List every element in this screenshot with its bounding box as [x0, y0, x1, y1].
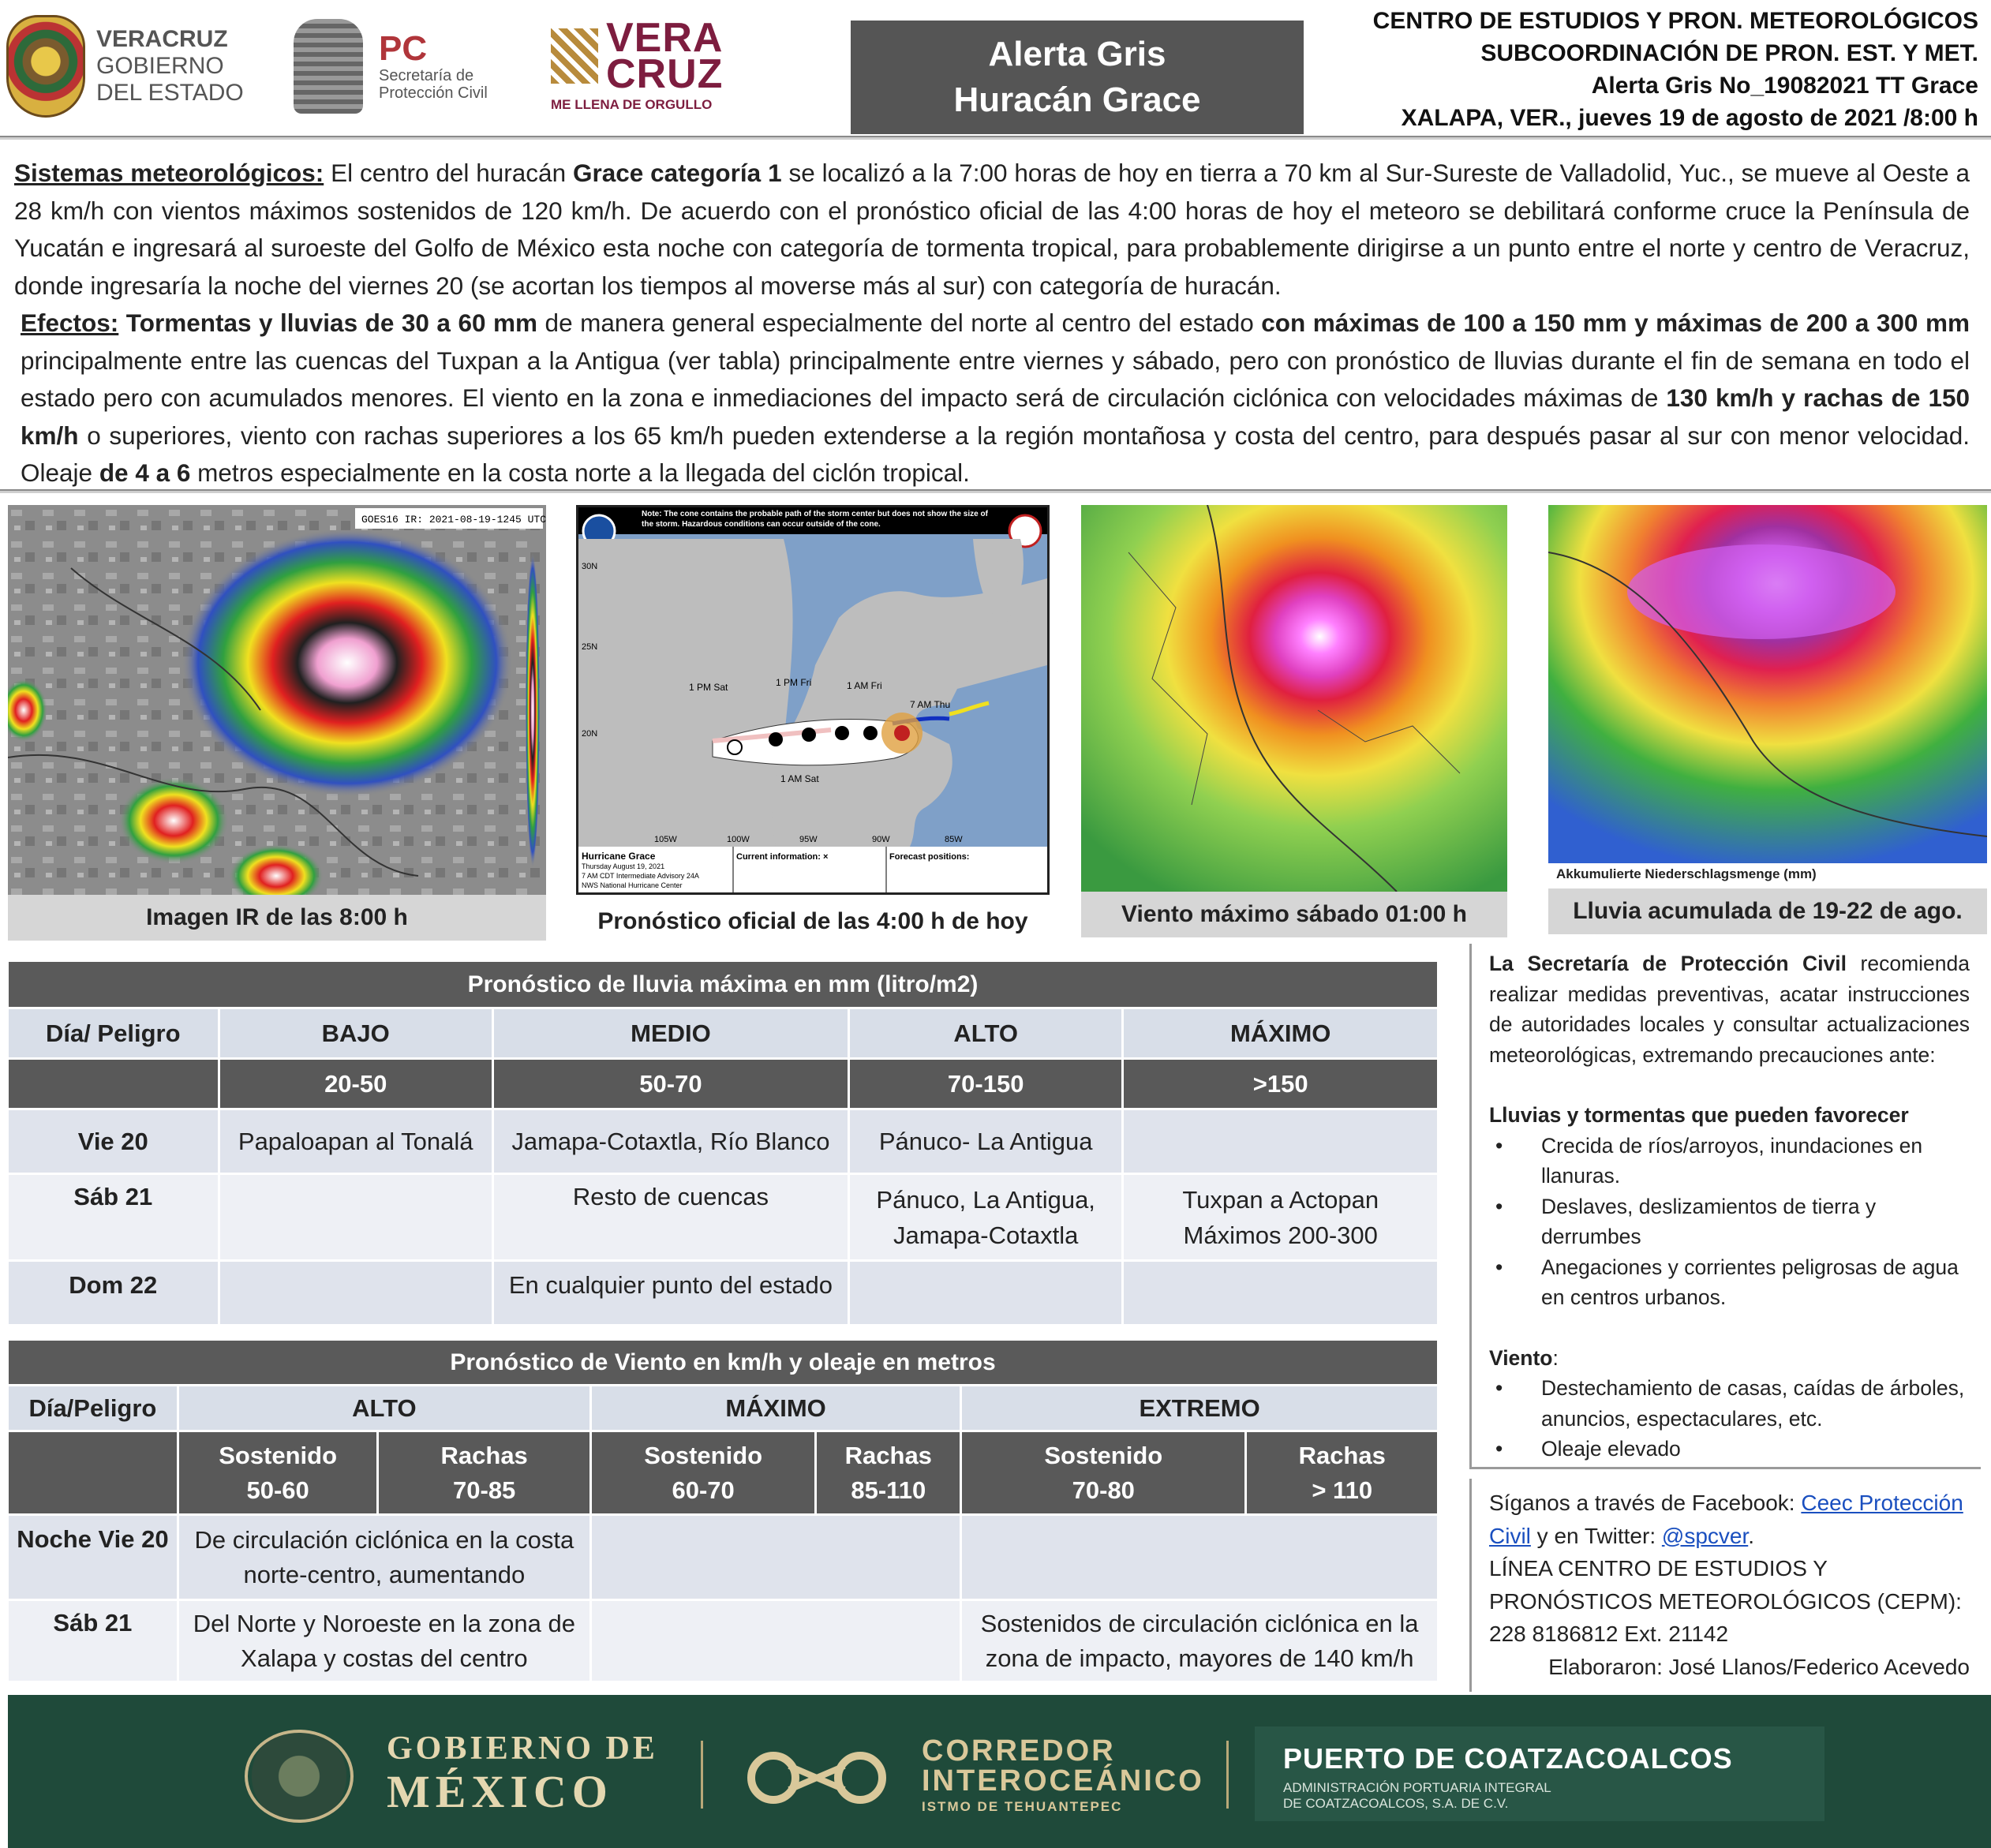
wind-model-graphic — [1081, 505, 1507, 892]
wind-effects-heading-text: Viento — [1489, 1345, 1553, 1370]
rain-caption: Lluvia acumulada de 19-22 de ago. — [1548, 888, 1987, 934]
list-item: • Anegaciones y corrientes peligrosas de agua en centros urbanos. — [1489, 1252, 1970, 1313]
nhc-label-1pm-fri: 1 PM Fri — [776, 677, 812, 688]
table-row — [8, 1515, 1439, 1600]
wind-subheader-name: Sostenido — [644, 1441, 763, 1469]
effects-bold-3: 130 km/h y rachas de 150 km/h — [21, 383, 1970, 450]
synopsis — [14, 155, 1970, 492]
nhc-forecast-positions: Forecast positions: — [889, 852, 970, 862]
recommendations-intro — [1489, 948, 1970, 1070]
wind-header-day: Día/Peligro — [8, 1386, 178, 1431]
wind-subheader-empty — [8, 1431, 178, 1515]
wind-cell-extremo: Sostenidos de circulación ciclónica en la zona de impacto, mayores de 140 km/h — [961, 1600, 1439, 1682]
social-links — [1489, 1487, 1970, 1552]
wind-subheader-cell — [1246, 1431, 1439, 1515]
systems-paragraph — [14, 155, 1970, 305]
table-row — [8, 1600, 1439, 1682]
header — [0, 0, 1991, 136]
wind-cell-alto: De circulación ciclónica en la costa norte-centro, aumentando — [178, 1515, 590, 1600]
systems-bold: Grace categoría 1 — [572, 159, 782, 187]
nhc-label-1am-sat: 1 AM Sat — [780, 773, 819, 784]
wind-subheader-range: 85-110 — [851, 1476, 926, 1504]
rain-cell — [219, 1174, 492, 1261]
nhc-current-info: Current information: × — [736, 852, 829, 862]
rain-header-medio: MEDIO — [492, 1008, 848, 1059]
effects-text-d: metros especialmente en la costa norte a la llegada del ciclón tropical. — [190, 458, 970, 487]
pc-logo-line1: Secretaría de — [379, 67, 474, 84]
wind-subheader-name: Rachas — [1298, 1441, 1386, 1469]
wind-cell-maximo — [590, 1600, 960, 1682]
rain-cell — [848, 1261, 1122, 1326]
wind-caption: Viento máximo sábado 01:00 h — [1081, 892, 1507, 937]
rain-cell: Resto de cuencas — [492, 1174, 848, 1261]
ir-caption: Imagen IR de las 8:00 h — [8, 895, 546, 941]
effects-text-b: principalmente entre las cuencas del Tuxpan a la Antigua (ver tabla) principalmente entre viernes y sábado, pero con pronóstico de lluvias durante el fin de semana en todo el estado pero con acumulados menores. El viento en la zona e inmediaciones del impacto será de circulación ciclónica con velocidades máximas de — [21, 346, 1970, 412]
list-item: • Crecida de ríos/arroyos, inundaciones en llanuras. — [1489, 1131, 1970, 1191]
effects-bold-1: Tormentas y lluvias de 30 a 60 mm — [118, 309, 538, 337]
corredor-line2: INTEROCEÁNICO — [922, 1764, 1204, 1797]
nhc-cone-note: Note: The cone contains the probable path of the storm center but does not show the size of the storm. Hazardous conditions can occur outside of the cone. — [642, 510, 988, 529]
list-item: • Oleaje elevado — [1489, 1434, 1970, 1465]
alert-title: Alerta Gris — [988, 35, 1166, 73]
nhc-label-1am-fri: 1 AM Fri — [847, 680, 882, 691]
rain-range-medio: 50-70 — [492, 1059, 848, 1109]
puerto-line3: DE COATZACOALCOS, S.A. DE C.V. — [1283, 1796, 1509, 1811]
rain-row-day: Sáb 21 — [8, 1174, 219, 1261]
rain-forecast-table — [6, 960, 1439, 1326]
recommendations-box — [1469, 944, 1981, 1469]
rain-cell: En cualquier punto del estado — [492, 1261, 848, 1326]
veracruz-brand-logo — [551, 11, 723, 122]
wind-subheader-name: Rachas — [440, 1441, 528, 1469]
recommendations-intro-text: recomienda realizar medidas preventivas, acatar instrucciones de autoridades locales y consultar actualizaciones meteorológicas, extremando precauciones ante: — [1489, 952, 1970, 1067]
rain-effects-list — [1489, 1131, 1970, 1313]
alert-title-box — [851, 21, 1304, 134]
systems-text-b: se localizó a la 7:00 horas de hoy en tierra a 70 km al Sur-Sureste de Valladolid, Yuc., se mueve al Oeste a 28 km/h con vientos máximos sostenidos de 120 km/h. De acuerdo con el pronóstico oficial de las 4:00 horas de hoy el meteoro se debilitará conforme cruce la Península de Yucatán e ingresará al suroeste del Golfo de México esta noche con categoría de tormenta tropical, para probablemente dirigirse a un punto entre el norte y centro de Veracruz, donde ingresaría la noche del viernes 20 (se acortan los tiempos al moverse más al sur) con categoría de huracán. — [14, 159, 1970, 300]
rain-cell — [219, 1261, 492, 1326]
vera-logo-line1: VERA — [606, 15, 724, 61]
rain-cell: Pánuco- La Antigua — [848, 1109, 1122, 1174]
wind-subheader-range: 60-70 — [672, 1476, 735, 1504]
wind-cell-alto: Del Norte y Noroeste en la zona de Xalapa y costas del centro — [178, 1600, 590, 1682]
wind-subheader-range: 70-85 — [453, 1476, 516, 1504]
effects-bold-2: con máximas de 100 a 150 mm y máximas de 200 a 300 mm — [1261, 309, 1970, 337]
wind-subheader-cell — [961, 1431, 1246, 1515]
wind-cell-extremo — [961, 1515, 1439, 1600]
list-item: • Deslaves, deslizamientos de tierra y derrumbes — [1489, 1191, 1970, 1252]
center-line-1: CENTRO DE ESTUDIOS Y PRON. METEOROLÓGICOS — [1372, 8, 1978, 34]
wind-subheader-range: > 110 — [1312, 1476, 1373, 1504]
facebook-prefix: Síganos a través de Facebook: — [1489, 1491, 1802, 1515]
pc-logo-line2: Protección Civil — [379, 84, 488, 102]
ir-satellite-graphic — [8, 505, 546, 895]
footer-banner — [8, 1695, 1991, 1848]
nhc-caption: Pronóstico oficial de las 4:00 h de hoy — [576, 906, 1050, 937]
wind-effects-list — [1489, 1373, 1970, 1465]
puerto-coatzacoalcos-logo — [1255, 1726, 1824, 1821]
wind-subheader-name: Sostenido — [219, 1441, 338, 1469]
rain-cell — [1123, 1261, 1439, 1326]
wind-row-day: Sáb 21 — [8, 1600, 178, 1682]
rain-model-graphic — [1548, 505, 1987, 863]
nhc-lon-90w: 90W — [872, 835, 890, 844]
veracruz-seal-icon — [6, 15, 85, 118]
corredor-mark-icon — [742, 1750, 892, 1805]
alert-subtitle: Huracán Grace — [953, 80, 1201, 119]
wind-model-image — [1081, 505, 1507, 892]
footer-divider — [701, 1741, 703, 1809]
wind-header-extremo: EXTREMO — [961, 1386, 1439, 1431]
effects-text-a: de manera general especialmente del norte al centro del estado — [537, 309, 1262, 337]
rain-legend-label: Akkumulierte Niederschlagsmenge (mm) — [1556, 866, 1817, 881]
twitter-link[interactable]: @spcver — [1661, 1523, 1749, 1548]
wind-subheader-cell — [178, 1431, 378, 1515]
gobierno-line1: GOBIERNO DE — [387, 1730, 658, 1767]
nhc-lon-85w: 85W — [945, 835, 963, 844]
nhc-lon-100w: 100W — [727, 835, 750, 844]
nhc-footer-center: NWS National Hurricane Center — [582, 881, 683, 889]
wind-effects-heading: Viento: — [1489, 1345, 1559, 1370]
nhc-label-1pm-sat: 1 PM Sat — [689, 682, 728, 693]
gobierno-line2: MÉXICO — [387, 1766, 613, 1817]
ir-image-panel — [8, 505, 546, 941]
wind-subheader-name: Rachas — [844, 1441, 932, 1469]
rain-header-alto: ALTO — [848, 1008, 1122, 1059]
nhc-label-7am-thu: 7 AM Thu — [910, 699, 951, 710]
wind-table-title: Pronóstico de Viento en km/h y oleaje en metros — [8, 1340, 1439, 1386]
synopsis-divider — [0, 489, 1991, 493]
nhc-lat-25n: 25N — [582, 642, 598, 652]
shield-icon — [294, 19, 363, 114]
wind-row-day: Noche Vie 20 — [8, 1515, 178, 1600]
wind-header-alto: ALTO — [178, 1386, 590, 1431]
vera-logo-line2: CRUZ — [606, 51, 724, 97]
wind-subheader-range: 70-80 — [1072, 1476, 1135, 1504]
table-row — [8, 1174, 1439, 1261]
rain-effects-heading: Lluvias y tormentas que pueden favorecer — [1489, 1103, 1909, 1127]
rain-table-title: Pronóstico de lluvia máxima en mm (litro/m2) — [8, 961, 1439, 1008]
twitter-prefix: y en Twitter: — [1530, 1523, 1662, 1548]
gobierno-mexico-logo — [387, 1730, 658, 1816]
recommendations-intro-bold: La Secretaría de Protección Civil — [1489, 952, 1847, 975]
rain-row-day: Dom 22 — [8, 1261, 219, 1326]
puerto-line1: PUERTO DE COATZACOALCOS — [1283, 1742, 1733, 1775]
rain-cell: Tuxpan a Actopan Máximos 200-300 — [1123, 1174, 1439, 1261]
wind-cell-maximo — [590, 1515, 960, 1600]
rain-range-alto: 70-150 — [848, 1059, 1122, 1109]
nhc-lon-105w: 105W — [654, 835, 677, 844]
effects-label: Efectos: — [21, 309, 119, 337]
rain-row-day: Vie 20 — [8, 1109, 219, 1174]
wind-panel — [1081, 505, 1507, 941]
nhc-footer-date: Thursday August 19, 2021 — [582, 862, 665, 870]
nhc-forecast-map — [576, 505, 1050, 895]
pc-logo-title: PC — [379, 29, 428, 68]
facebook-link[interactable]: Ceec Protección Civil — [1489, 1491, 1963, 1548]
rain-cell: Pánuco, La Antigua, Jamapa-Cotaxtla — [848, 1174, 1122, 1261]
rain-panel — [1548, 505, 1987, 941]
nhc-lat-30n: 30N — [582, 562, 598, 571]
rain-header-bajo: BAJO — [219, 1008, 492, 1059]
wind-subheader-cell — [816, 1431, 961, 1515]
footer-divider — [1226, 1741, 1229, 1809]
wind-subheader-range: 50-60 — [246, 1476, 309, 1504]
nhc-forecast-panel — [576, 505, 1050, 941]
wind-subheader-cell — [590, 1431, 816, 1515]
ir-satellite-image — [8, 505, 546, 895]
ir-timestamp: GOES16 IR: 2021-08-19-1245 UTC — [361, 514, 546, 526]
rain-header-day: Día/ Peligro — [8, 1008, 219, 1059]
systems-text-a: El centro del huracán — [324, 159, 573, 187]
veracruz-logo-line3: DEL ESTADO — [96, 80, 244, 106]
proteccion-civil-logo — [294, 11, 488, 122]
effects-paragraph — [14, 305, 1970, 492]
rain-cell: Papaloapan al Tonalá — [219, 1109, 492, 1174]
follow-box — [1469, 1479, 1981, 1692]
veracruz-logo-line1: VERACRUZ — [96, 26, 228, 52]
wind-header-maximo: MÁXIMO — [590, 1386, 960, 1431]
rain-header-maximo: MÁXIMO — [1123, 1008, 1439, 1059]
list-item: • Destechamiento de casas, caídas de árboles, anuncios, espectaculares, etc. — [1489, 1373, 1970, 1434]
table-row — [8, 1261, 1439, 1326]
rain-cell — [1123, 1109, 1439, 1174]
systems-label: Sistemas meteorológicos: — [14, 159, 324, 187]
nhc-footer-title: Hurricane Grace — [582, 851, 656, 862]
center-line-3: Alerta Gris No_19082021 TT Grace — [1591, 73, 1978, 99]
nhc-footer-advisory: 7 AM CDT Intermediate Advisory 24A — [582, 872, 699, 880]
rain-range-maximo: >150 — [1123, 1059, 1439, 1109]
center-line-2: SUBCOORDINACIÓN DE PRON. EST. Y MET. — [1480, 40, 1978, 66]
center-line-4: XALAPA, VER., jueves 19 de agosto de 2021 /8:00 h — [1401, 105, 1978, 131]
header-divider — [0, 136, 1991, 140]
wind-subheader-name: Sostenido — [1044, 1441, 1163, 1469]
effects-bold-4: de 4 a 6 — [99, 458, 191, 487]
effects-text-c: o superiores, viento con rachas superiores a los 65 km/h pueden extenderse a la región montañosa y costa del centro, para después pasar al sur con menor velocidad. Oleaje — [21, 421, 1970, 487]
rain-model-image — [1548, 505, 1987, 863]
corredor-logo — [922, 1736, 1204, 1815]
twitter-suffix: . — [1748, 1523, 1755, 1548]
authors-line: Elaboraron: José Llanos/Federico Acevedo — [1548, 1654, 1970, 1679]
nhc-lon-95w: 95W — [799, 835, 818, 844]
wind-forecast-table — [6, 1338, 1439, 1683]
veracruz-logo-line2: GOBIERNO — [96, 53, 224, 79]
nhc-lat-20n: 20N — [582, 729, 598, 739]
puerto-line2: ADMINISTRACIÓN PORTUARIA INTEGRAL — [1283, 1780, 1551, 1795]
mexico-seal-icon — [245, 1730, 354, 1823]
pattern-mark-icon — [551, 28, 598, 84]
rain-range-empty — [8, 1059, 219, 1109]
nhc-forecast-graphic — [578, 507, 1047, 892]
veracruz-government-logo — [6, 11, 244, 122]
corredor-line1: CORREDOR — [922, 1734, 1116, 1768]
table-row — [8, 1109, 1439, 1174]
rain-cell: Jamapa-Cotaxtla, Río Blanco — [492, 1109, 848, 1174]
wind-subheader-cell — [378, 1431, 590, 1515]
vera-logo-tagline: ME LLENA DE ORGULLO — [551, 97, 713, 112]
rain-range-bajo: 20-50 — [219, 1059, 492, 1109]
cepm-contact-line: LÍNEA CENTRO DE ESTUDIOS Y PRONÓSTICOS METEOROLÓGICOS (CEPM): 228 8186812 Ext. 21142 — [1489, 1556, 1962, 1646]
center-info — [1331, 5, 1978, 134]
corredor-line3: ISTMO DE TEHUANTEPEC — [922, 1799, 1123, 1814]
